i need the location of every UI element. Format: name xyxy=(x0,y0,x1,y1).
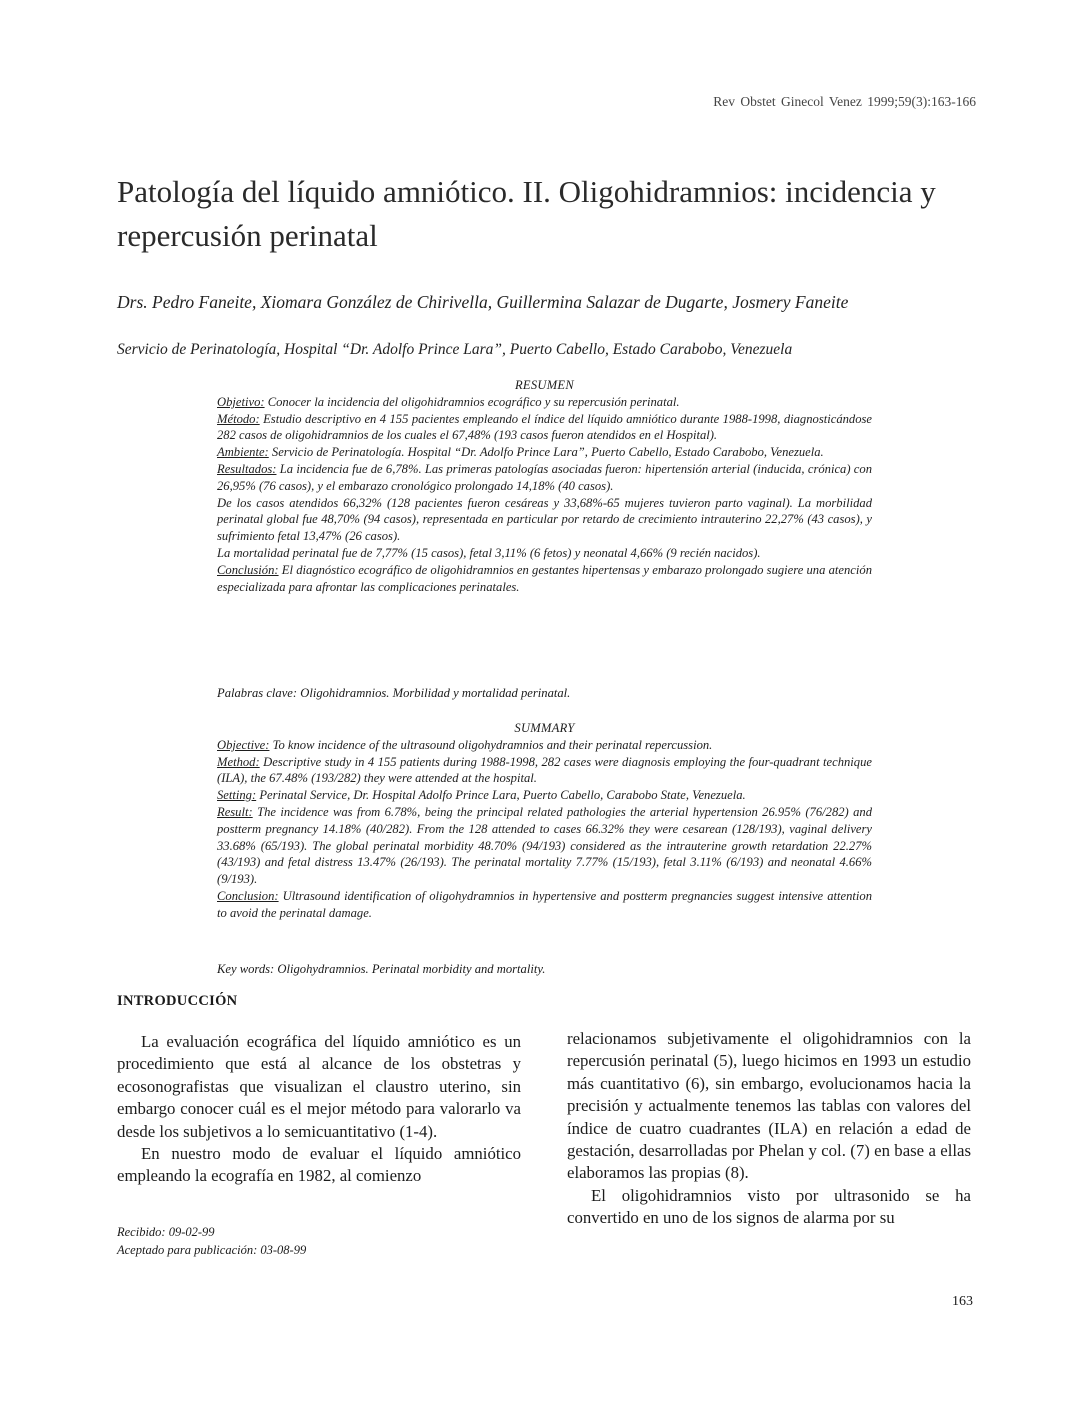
resumen-ambiente xyxy=(217,444,872,461)
received-date: Recibido: 09-02-99 xyxy=(117,1225,215,1239)
key-words: Key words: Oligohydramnios. Perinatal morbidity and mortality. xyxy=(217,962,546,976)
summary-result xyxy=(217,804,872,888)
article-title: Patología del líquido amniótico. II. Oligohidramnios: incidencia y repercusión perinatal xyxy=(117,174,936,253)
resumen-metodo xyxy=(217,411,872,445)
resumen-resultados-2: De los casos atendidos 66,32% (128 pacientes fueron cesáreas y 33,68%-65 mujeres tuvieron parto vaginal). La morbilidad perinatal global fue 48,70% (94 casos), representada en particular por retardo de crecimiento intrauterino 22,27% (43 casos), y sufrimiento fetal 13,47% (26 casos). xyxy=(217,495,872,544)
summary-setting xyxy=(217,787,872,804)
body-paragraph: La evaluación ecográfica del líquido amniótico es un procedimiento que está al alcance de los obstetras y ecosonografistas que visualizan el claustro uterino, sin embargo conocer cuál es el mejor método para valorarlo va desde los subjetivos a lo semicuantitativo (1-4). xyxy=(117,1032,521,1141)
conclusion-en-text: Ultrasound identification of oligohydramnios in hypertensive and postterm pregnancies suggest intensive attention to avoid the perinatal damage. xyxy=(217,888,872,920)
resumen-resultados-3: La mortalidad perinatal fue de 7,77% (15 casos), fetal 3,11% (6 fetos) y neonatal 4,66% (9 recién nacidos). xyxy=(217,545,761,560)
resumen-objetivo xyxy=(217,394,872,411)
method-text: Descriptive study in 4 155 patients during 1988-1998, 282 cases were diagnosis employing the four-quadrant technique (ILA), the 67.48% (193/282) they were attended at the hospital. xyxy=(217,754,872,786)
summary-objective xyxy=(217,737,872,754)
objective-label: Objective: xyxy=(217,737,270,752)
summary-conclusion xyxy=(217,888,872,922)
resumen-heading: RESUMEN xyxy=(514,378,575,392)
journal-reference: Rev Obstet Ginecol Venez 1999;59(3):163-166 xyxy=(713,94,976,109)
metodo-text: Estudio descriptivo en 4 155 pacientes empleando el índice del líquido amniótico durante 1988-1998, diagnosticándose 282 casos de oligohidramnios de los cuales el 67,48% (193 casos fueron atendidos en el Hospital). xyxy=(217,411,872,443)
metodo-label: Método: xyxy=(217,411,260,426)
authors-line: Drs. Pedro Faneite, Xiomara González de Chirivella, Guillermina Salazar de Dugarte, Josmery Faneite xyxy=(117,292,849,312)
method-label: Method: xyxy=(217,754,260,769)
submission-dates xyxy=(117,1224,306,1259)
conclusion-en-label: Conclusion: xyxy=(217,888,279,903)
resumen-block xyxy=(217,377,872,595)
resultados-label: Resultados: xyxy=(217,461,277,476)
body-paragraph: En nuestro modo de evaluar el líquido amniótico empleando la ecografía en 1982, al comienzo xyxy=(117,1144,521,1186)
setting-text: Perinatal Service, Dr. Hospital Adolfo Prince Lara, Puerto Cabello, Carabobo State, Venezuela. xyxy=(256,788,746,803)
conclusion-text: El diagnóstico ecográfico de oligohidramnios en gestantes hipertensas y embarazo prolongado sugiere una atención especializada para afrontar las complicaciones perinatales. xyxy=(217,562,872,594)
objetivo-text: Conocer la incidencia del oligohidramnios ecográfico y su repercusión perinatal. xyxy=(264,394,680,409)
setting-label: Setting: xyxy=(217,788,257,803)
result-label: Result: xyxy=(217,804,253,819)
body-column-left xyxy=(117,1031,521,1188)
summary-block xyxy=(217,720,872,922)
conclusion-label: Conclusión: xyxy=(217,562,279,577)
ambiente-text: Servicio de Perinatología. Hospital “Dr. Adolfo Prince Lara”, Puerto Cabello, Estado Carabobo, Venezuela. xyxy=(268,445,824,460)
accepted-date: Aceptado para publicación: 03-08-99 xyxy=(117,1242,307,1257)
resultados-text: La incidencia fue de 6,78%. Las primeras patologías asociadas fueron: hipertensión arterial (inducida, crónica) con 26,95% (76 casos), y el embarazo cronológico prolongado 14,18% (40 casos). xyxy=(217,461,872,493)
affiliation-line: Servicio de Perinatología, Hospital “Dr. Adolfo Prince Lara”, Puerto Cabello, Estado Carabobo, Venezuela xyxy=(117,341,793,358)
body-column-right xyxy=(567,1028,971,1230)
summary-method xyxy=(217,754,872,788)
palabras-clave: Palabras clave: Oligohidramnios. Morbilidad y mortalidad perinatal. xyxy=(217,686,571,700)
introduccion-heading: INTRODUCCIÓN xyxy=(117,993,238,1009)
summary-heading: SUMMARY xyxy=(514,721,575,735)
body-paragraph: relacionamos subjetivamente el oligohidramnios con la repercusión perinatal (5), luego hicimos en 1993 un estudio más cuantitativo (6), sin embargo, evolucionamos hacia la precisión y actualmente tenemos las tablas con valores del índice de cuatro cuadrantes (ILA) en relación a edad de gestación, desarrolladas por Phelan y col. (7) en base a ellas elaboramos las propias (8). xyxy=(567,1029,971,1183)
page-number: 163 xyxy=(952,1294,973,1309)
objective-text: To know incidence of the ultrasound oligohydramnios and their perinatal repercussion. xyxy=(269,737,713,752)
result-text: The incidence was from 6.78%, being the principal related pathologies the arterial hypertension 26.95% (76/282) and postterm pregnancy 14.18% (40/282). From the 128 attended to cases 66.32% they were cesarean (128/193), vaginal delivery 33.68% (65/193). The global perinatal morbidity 48.70% (94/193) considered as the intrauterine growth retardation 22.27% (43/193) and fetal distress 13.47% (26/193). The perinatal mortality 7.77% (15/193), fetal 3.11% (6/193) and neonatal 4.66% (9/193). xyxy=(217,804,872,887)
objetivo-label: Objetivo: xyxy=(217,394,265,409)
body-paragraph: El oligohidramnios visto por ultrasonido se ha convertido en uno de los signos de alarma por su xyxy=(567,1185,971,1228)
resumen-conclusion xyxy=(217,562,872,596)
resumen-resultados xyxy=(217,461,872,495)
ambiente-label: Ambiente: xyxy=(217,445,269,460)
